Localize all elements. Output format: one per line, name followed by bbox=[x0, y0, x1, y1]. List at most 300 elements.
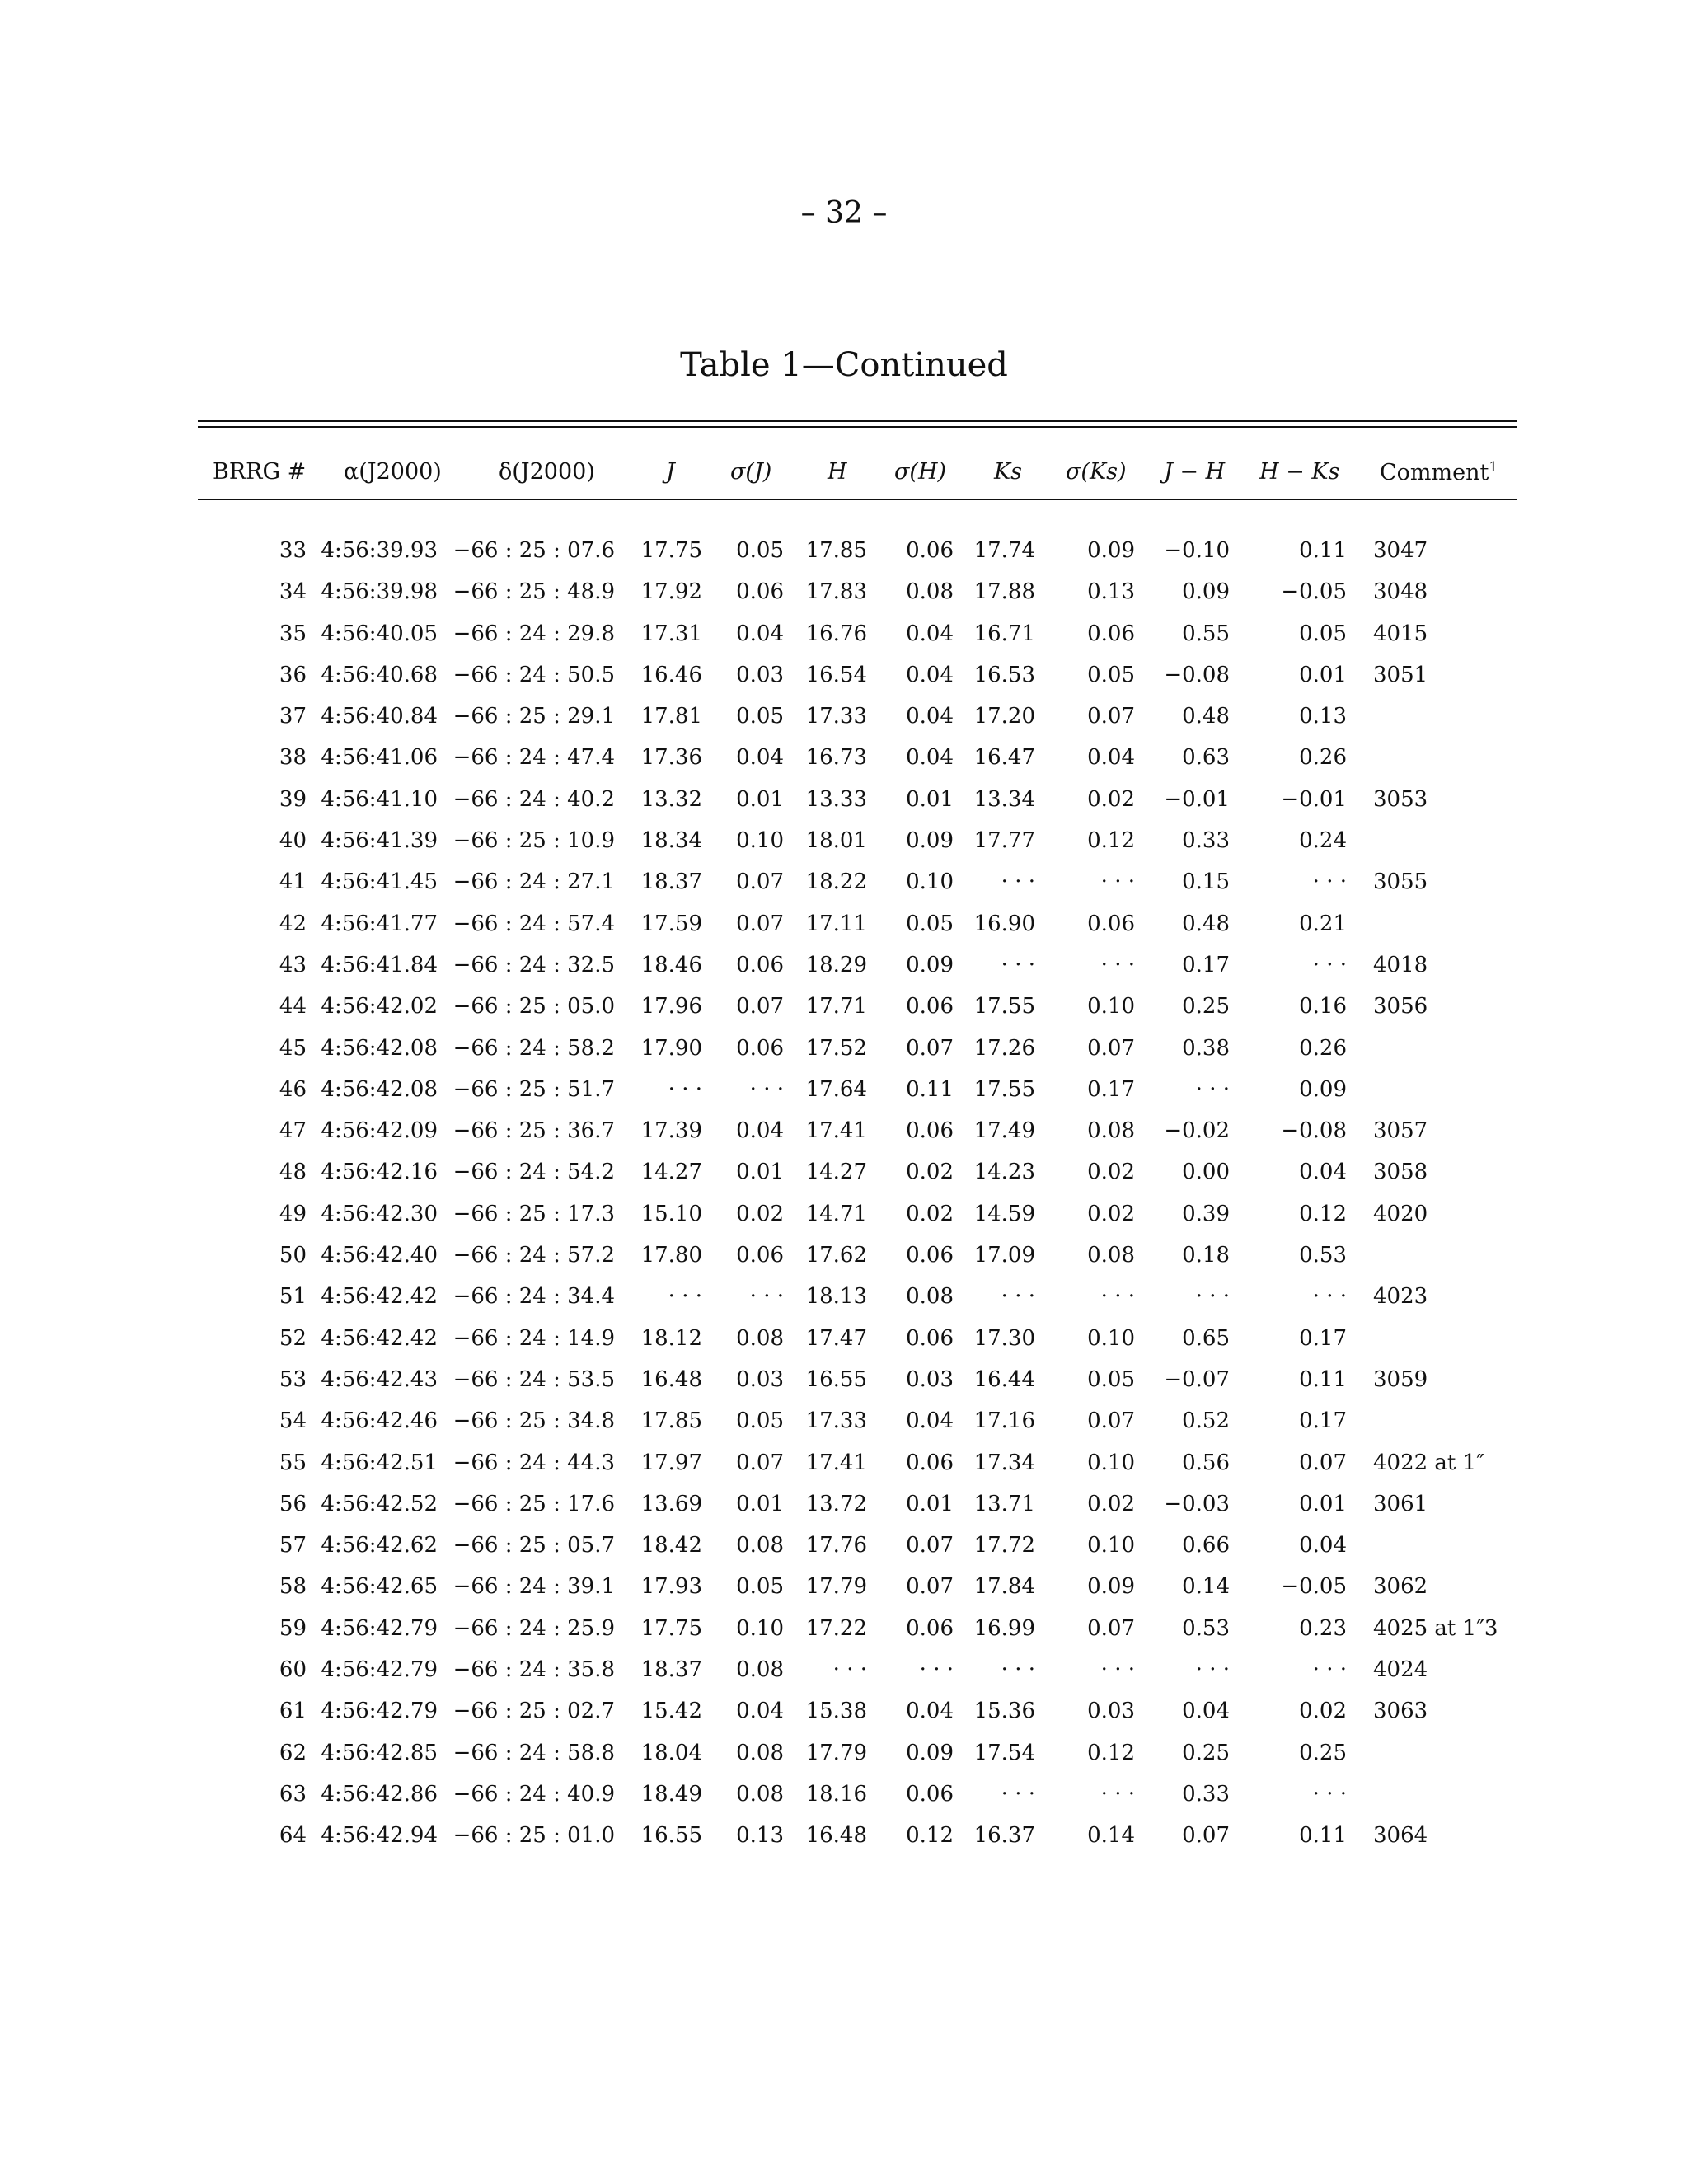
cell-h-minus-ks: 0.23 bbox=[1299, 1615, 1347, 1641]
cell-ks: 16.44 bbox=[973, 1366, 1035, 1392]
cell-h: 17.11 bbox=[805, 911, 867, 936]
cell-j-minus-h: 0.66 bbox=[1182, 1533, 1230, 1558]
cell-h-minus-ks: · · · bbox=[1312, 952, 1347, 977]
cell-sigma-ks: 0.13 bbox=[1087, 579, 1135, 605]
cell-dec: −66 : 25 : 34.8 bbox=[452, 1408, 615, 1434]
cell-h: 16.54 bbox=[805, 662, 867, 687]
table-row bbox=[0, 1688, 1688, 1729]
cell-sigma-j: 0.07 bbox=[736, 994, 784, 1019]
cell-h-minus-ks: 0.09 bbox=[1299, 1076, 1347, 1102]
cell-ks: 17.55 bbox=[973, 1076, 1035, 1102]
cell-brrg: 47 bbox=[279, 1118, 307, 1144]
cell-ra: 4:56:40.68 bbox=[321, 662, 438, 687]
cell-ra: 4:56:41.39 bbox=[321, 828, 438, 854]
cell-j-minus-h: 0.09 bbox=[1182, 579, 1230, 605]
table-row bbox=[0, 693, 1688, 734]
table-row bbox=[0, 1357, 1688, 1398]
cell-h-minus-ks: 0.11 bbox=[1299, 538, 1347, 563]
table-row bbox=[0, 1647, 1688, 1688]
cell-brrg: 50 bbox=[279, 1243, 307, 1268]
cell-brrg: 40 bbox=[279, 828, 307, 854]
cell-j-minus-h: 0.63 bbox=[1182, 745, 1230, 771]
cell-sigma-h: 0.10 bbox=[906, 869, 954, 895]
cell-ks: 17.30 bbox=[973, 1325, 1035, 1351]
cell-dec: −66 : 24 : 29.8 bbox=[452, 621, 615, 646]
cell-sigma-h: 0.06 bbox=[906, 1243, 954, 1268]
cell-ks: 15.36 bbox=[973, 1699, 1035, 1724]
cell-ks: 16.47 bbox=[973, 745, 1035, 771]
cell-j-minus-h: 0.33 bbox=[1182, 1781, 1230, 1807]
cell-sigma-ks: 0.02 bbox=[1087, 1491, 1135, 1516]
cell-h-minus-ks: 0.53 bbox=[1299, 1243, 1347, 1268]
cell-sigma-ks: 0.14 bbox=[1087, 1823, 1135, 1849]
cell-j-minus-h: −0.03 bbox=[1164, 1491, 1230, 1516]
cell-j: 16.55 bbox=[640, 1823, 702, 1849]
cell-j: 14.27 bbox=[640, 1160, 702, 1185]
cell-j-minus-h: 0.17 bbox=[1182, 952, 1230, 977]
cell-brrg: 41 bbox=[279, 869, 307, 895]
cell-h-minus-ks: 0.25 bbox=[1299, 1740, 1347, 1765]
cell-sigma-j: 0.06 bbox=[736, 952, 784, 977]
cell-sigma-ks: 0.08 bbox=[1087, 1118, 1135, 1144]
cell-sigma-j: 0.03 bbox=[736, 662, 784, 687]
table-row bbox=[0, 776, 1688, 818]
cell-j-minus-h: 0.38 bbox=[1182, 1035, 1230, 1061]
cell-sigma-h: 0.04 bbox=[906, 621, 954, 646]
cell-sigma-h: 0.05 bbox=[906, 911, 954, 936]
cell-ks: 17.84 bbox=[973, 1574, 1035, 1600]
cell-sigma-h: 0.02 bbox=[906, 1201, 954, 1226]
cell-dec: −66 : 25 : 02.7 bbox=[452, 1699, 615, 1724]
cell-h: 17.85 bbox=[805, 538, 867, 563]
cell-j: 17.85 bbox=[640, 1408, 702, 1434]
cell-h-minus-ks: · · · bbox=[1312, 1781, 1347, 1807]
cell-sigma-ks: 0.09 bbox=[1087, 538, 1135, 563]
cell-j: 17.90 bbox=[640, 1035, 702, 1061]
table-row bbox=[0, 901, 1688, 942]
cell-sigma-ks: · · · bbox=[1100, 952, 1135, 977]
table-row bbox=[0, 1605, 1688, 1647]
cell-comment: 3048 bbox=[1373, 579, 1428, 605]
cell-h: 14.71 bbox=[805, 1201, 867, 1226]
cell-dec: −66 : 24 : 14.9 bbox=[452, 1325, 615, 1351]
cell-sigma-h: 0.09 bbox=[906, 952, 954, 977]
cell-j: 18.46 bbox=[640, 952, 702, 977]
cell-brrg: 52 bbox=[279, 1325, 307, 1351]
cell-sigma-ks: 0.10 bbox=[1087, 1325, 1135, 1351]
table-row bbox=[0, 1563, 1688, 1605]
cell-h-minus-ks: −0.01 bbox=[1281, 786, 1347, 812]
cell-dec: −66 : 25 : 29.1 bbox=[452, 704, 615, 729]
cell-sigma-ks: 0.07 bbox=[1087, 1615, 1135, 1641]
table-body bbox=[0, 527, 1688, 1854]
cell-sigma-j: 0.01 bbox=[736, 786, 784, 812]
cell-h: 17.71 bbox=[805, 994, 867, 1019]
cell-comment: 3055 bbox=[1373, 869, 1428, 895]
cell-ks: 17.74 bbox=[973, 538, 1035, 563]
cell-h: 17.52 bbox=[805, 1035, 867, 1061]
cell-brrg: 33 bbox=[279, 538, 307, 563]
header-brrg: BRRG # bbox=[213, 459, 307, 485]
cell-dec: −66 : 25 : 05.7 bbox=[452, 1533, 615, 1558]
cell-ks: 17.34 bbox=[973, 1450, 1035, 1475]
cell-ra: 4:56:41.77 bbox=[321, 911, 438, 936]
cell-ks: 17.49 bbox=[973, 1118, 1035, 1144]
cell-dec: −66 : 24 : 40.2 bbox=[452, 786, 615, 812]
cell-ra: 4:56:42.09 bbox=[321, 1118, 438, 1144]
cell-h-minus-ks: 0.26 bbox=[1299, 1035, 1347, 1061]
table-row bbox=[0, 1191, 1688, 1232]
cell-sigma-ks: 0.02 bbox=[1087, 786, 1135, 812]
cell-sigma-ks: 0.03 bbox=[1087, 1699, 1135, 1724]
cell-brrg: 53 bbox=[279, 1366, 307, 1392]
cell-sigma-ks: 0.12 bbox=[1087, 828, 1135, 854]
cell-h: 16.55 bbox=[805, 1366, 867, 1392]
table-row bbox=[0, 942, 1688, 983]
cell-ra: 4:56:42.86 bbox=[321, 1781, 438, 1807]
cell-sigma-j: 0.02 bbox=[736, 1201, 784, 1226]
cell-sigma-j: 0.08 bbox=[736, 1533, 784, 1558]
cell-sigma-j: 0.06 bbox=[736, 1243, 784, 1268]
cell-ra: 4:56:42.65 bbox=[321, 1574, 438, 1600]
cell-h: 17.79 bbox=[805, 1740, 867, 1765]
cell-ra: 4:56:42.08 bbox=[321, 1035, 438, 1061]
cell-comment: 4025 at 1″3 bbox=[1373, 1615, 1498, 1641]
cell-ks: 17.54 bbox=[973, 1740, 1035, 1765]
cell-ra: 4:56:42.79 bbox=[321, 1657, 438, 1683]
table-row bbox=[0, 1315, 1688, 1357]
cell-comment: 3059 bbox=[1373, 1366, 1428, 1392]
cell-dec: −66 : 25 : 17.6 bbox=[452, 1491, 615, 1516]
cell-ks: 17.16 bbox=[973, 1408, 1035, 1434]
table-row bbox=[0, 527, 1688, 569]
cell-h-minus-ks: · · · bbox=[1312, 869, 1347, 895]
header-ra: α(J2000) bbox=[344, 459, 442, 485]
cell-sigma-h: 0.11 bbox=[906, 1076, 954, 1102]
cell-sigma-h: 0.04 bbox=[906, 662, 954, 687]
cell-brrg: 58 bbox=[279, 1574, 307, 1600]
cell-h-minus-ks: 0.04 bbox=[1299, 1533, 1347, 1558]
cell-j: 15.10 bbox=[640, 1201, 702, 1226]
cell-comment: 3047 bbox=[1373, 538, 1428, 563]
cell-ra: 4:56:39.98 bbox=[321, 579, 438, 605]
cell-ra: 4:56:42.30 bbox=[321, 1201, 438, 1226]
header-sigma-ks: σ(Ks) bbox=[1066, 459, 1127, 485]
cell-sigma-h: 0.06 bbox=[906, 1615, 954, 1641]
cell-h: 17.33 bbox=[805, 1408, 867, 1434]
table-row bbox=[0, 1025, 1688, 1066]
cell-h-minus-ks: 0.02 bbox=[1299, 1699, 1347, 1724]
cell-sigma-h: 0.06 bbox=[906, 994, 954, 1019]
cell-dec: −66 : 24 : 44.3 bbox=[452, 1450, 615, 1475]
table-row bbox=[0, 1440, 1688, 1481]
header-rule bbox=[198, 499, 1517, 500]
cell-comment: 3051 bbox=[1373, 662, 1428, 687]
cell-h: · · · bbox=[832, 1657, 867, 1683]
cell-brrg: 51 bbox=[279, 1284, 307, 1310]
cell-j-minus-h: 0.53 bbox=[1182, 1615, 1230, 1641]
cell-h: 17.47 bbox=[805, 1325, 867, 1351]
cell-ks: 16.99 bbox=[973, 1615, 1035, 1641]
cell-sigma-h: 0.12 bbox=[906, 1823, 954, 1849]
cell-h-minus-ks: 0.11 bbox=[1299, 1823, 1347, 1849]
cell-sigma-h: 0.06 bbox=[906, 538, 954, 563]
header-j: J bbox=[666, 459, 675, 485]
cell-brrg: 36 bbox=[279, 662, 307, 687]
cell-j-minus-h: · · · bbox=[1195, 1657, 1230, 1683]
cell-ks: · · · bbox=[1001, 1781, 1035, 1807]
cell-sigma-j: 0.10 bbox=[736, 828, 784, 854]
cell-brrg: 55 bbox=[279, 1450, 307, 1475]
cell-ra: 4:56:42.94 bbox=[321, 1823, 438, 1849]
cell-h: 14.27 bbox=[805, 1160, 867, 1185]
cell-sigma-h: 0.06 bbox=[906, 1118, 954, 1144]
cell-dec: −66 : 24 : 40.9 bbox=[452, 1781, 615, 1807]
cell-ra: 4:56:42.85 bbox=[321, 1740, 438, 1765]
cell-ks: 16.90 bbox=[973, 911, 1035, 936]
cell-j: 17.93 bbox=[640, 1574, 702, 1600]
cell-h-minus-ks: −0.05 bbox=[1281, 1574, 1347, 1600]
cell-sigma-ks: 0.10 bbox=[1087, 1533, 1135, 1558]
cell-sigma-j: 0.07 bbox=[736, 869, 784, 895]
cell-j-minus-h: 0.00 bbox=[1182, 1160, 1230, 1185]
cell-sigma-j: 0.04 bbox=[736, 1699, 784, 1724]
cell-h: 17.41 bbox=[805, 1450, 867, 1475]
cell-sigma-ks: 0.05 bbox=[1087, 1366, 1135, 1392]
table-row bbox=[0, 1522, 1688, 1563]
cell-sigma-ks: 0.10 bbox=[1087, 994, 1135, 1019]
cell-ks: 17.26 bbox=[973, 1035, 1035, 1061]
cell-ra: 4:56:40.05 bbox=[321, 621, 438, 646]
cell-ks: · · · bbox=[1001, 869, 1035, 895]
cell-ra: 4:56:42.08 bbox=[321, 1076, 438, 1102]
cell-ra: 4:56:42.42 bbox=[321, 1284, 438, 1310]
cell-ks: · · · bbox=[1001, 1284, 1035, 1310]
cell-sigma-h: 0.07 bbox=[906, 1035, 954, 1061]
cell-j-minus-h: −0.07 bbox=[1164, 1366, 1230, 1392]
table-row bbox=[0, 569, 1688, 610]
cell-comment: 3064 bbox=[1373, 1823, 1428, 1849]
cell-dec: −66 : 24 : 53.5 bbox=[452, 1366, 615, 1392]
cell-j-minus-h: 0.52 bbox=[1182, 1408, 1230, 1434]
header-j-minus-h: J − H bbox=[1164, 459, 1226, 485]
page-number: – 32 – bbox=[800, 196, 888, 230]
cell-sigma-j: 0.13 bbox=[736, 1823, 784, 1849]
cell-sigma-j: 0.03 bbox=[736, 1366, 784, 1392]
cell-ks: · · · bbox=[1001, 1657, 1035, 1683]
cell-dec: −66 : 25 : 05.0 bbox=[452, 994, 615, 1019]
cell-sigma-ks: · · · bbox=[1100, 1284, 1135, 1310]
cell-dec: −66 : 25 : 36.7 bbox=[452, 1118, 615, 1144]
cell-j-minus-h: 0.07 bbox=[1182, 1823, 1230, 1849]
cell-j: 16.46 bbox=[640, 662, 702, 687]
cell-ra: 4:56:42.79 bbox=[321, 1699, 438, 1724]
cell-h-minus-ks: −0.08 bbox=[1281, 1118, 1347, 1144]
cell-h: 16.76 bbox=[805, 621, 867, 646]
cell-j-minus-h: 0.33 bbox=[1182, 828, 1230, 854]
cell-sigma-ks: 0.07 bbox=[1087, 704, 1135, 729]
cell-h-minus-ks: 0.21 bbox=[1299, 911, 1347, 936]
cell-h-minus-ks: 0.04 bbox=[1299, 1160, 1347, 1185]
cell-j: 18.49 bbox=[640, 1781, 702, 1807]
cell-sigma-h: 0.09 bbox=[906, 1740, 954, 1765]
cell-sigma-j: 0.05 bbox=[736, 1408, 784, 1434]
cell-dec: −66 : 24 : 57.4 bbox=[452, 911, 615, 936]
header-comment bbox=[1380, 459, 1498, 485]
cell-sigma-h: 0.03 bbox=[906, 1366, 954, 1392]
cell-sigma-ks: 0.12 bbox=[1087, 1740, 1135, 1765]
table-row bbox=[0, 859, 1688, 900]
cell-h: 17.83 bbox=[805, 579, 867, 605]
cell-brrg: 54 bbox=[279, 1408, 307, 1434]
cell-sigma-j: 0.10 bbox=[736, 1615, 784, 1641]
cell-brrg: 43 bbox=[279, 952, 307, 977]
cell-h: 17.22 bbox=[805, 1615, 867, 1641]
cell-ks: 13.34 bbox=[973, 786, 1035, 812]
cell-ra: 4:56:42.79 bbox=[321, 1615, 438, 1641]
cell-comment: 3056 bbox=[1373, 994, 1428, 1019]
cell-h-minus-ks: 0.05 bbox=[1299, 621, 1347, 646]
cell-sigma-j: 0.04 bbox=[736, 745, 784, 771]
table-row bbox=[0, 652, 1688, 693]
cell-h-minus-ks: −0.05 bbox=[1281, 579, 1347, 605]
top-rule bbox=[198, 420, 1517, 422]
cell-j: 17.75 bbox=[640, 1615, 702, 1641]
cell-sigma-ks: 0.02 bbox=[1087, 1201, 1135, 1226]
cell-brrg: 49 bbox=[279, 1201, 307, 1226]
table-row bbox=[0, 983, 1688, 1024]
cell-dec: −66 : 24 : 54.2 bbox=[452, 1160, 615, 1185]
cell-h: 18.22 bbox=[805, 869, 867, 895]
cell-ks: 13.71 bbox=[973, 1491, 1035, 1516]
cell-ks: 14.59 bbox=[973, 1201, 1035, 1226]
cell-h-minus-ks: 0.16 bbox=[1299, 994, 1347, 1019]
cell-dec: −66 : 24 : 50.5 bbox=[452, 662, 615, 687]
cell-ra: 4:56:42.52 bbox=[321, 1491, 438, 1516]
cell-dec: −66 : 24 : 57.2 bbox=[452, 1243, 615, 1268]
cell-j-minus-h: −0.01 bbox=[1164, 786, 1230, 812]
header-comment-footnote: 1 bbox=[1489, 459, 1498, 476]
cell-sigma-h: 0.06 bbox=[906, 1450, 954, 1475]
cell-sigma-ks: 0.06 bbox=[1087, 911, 1135, 936]
cell-sigma-h: 0.01 bbox=[906, 1491, 954, 1516]
cell-sigma-j: 0.08 bbox=[736, 1740, 784, 1765]
cell-brrg: 63 bbox=[279, 1781, 307, 1807]
cell-sigma-h: 0.06 bbox=[906, 1781, 954, 1807]
cell-j-minus-h: 0.25 bbox=[1182, 1740, 1230, 1765]
cell-ra: 4:56:42.16 bbox=[321, 1160, 438, 1185]
cell-ks: 16.37 bbox=[973, 1823, 1035, 1849]
cell-j-minus-h: −0.10 bbox=[1164, 538, 1230, 563]
cell-j: 17.31 bbox=[640, 621, 702, 646]
cell-comment: 3053 bbox=[1373, 786, 1428, 812]
cell-sigma-j: 0.07 bbox=[736, 911, 784, 936]
cell-j-minus-h: 0.25 bbox=[1182, 994, 1230, 1019]
cell-brrg: 37 bbox=[279, 704, 307, 729]
header-h-minus-ks: H − Ks bbox=[1259, 459, 1340, 485]
cell-sigma-ks: · · · bbox=[1100, 1657, 1135, 1683]
cell-sigma-ks: 0.04 bbox=[1087, 745, 1135, 771]
cell-comment: 4015 bbox=[1373, 621, 1428, 646]
header-dec: δ(J2000) bbox=[499, 459, 595, 485]
cell-j: 17.92 bbox=[640, 579, 702, 605]
cell-brrg: 64 bbox=[279, 1823, 307, 1849]
cell-j: · · · bbox=[668, 1284, 702, 1310]
table-row bbox=[0, 1398, 1688, 1439]
cell-h-minus-ks: 0.11 bbox=[1299, 1366, 1347, 1392]
cell-h: 17.79 bbox=[805, 1574, 867, 1600]
cell-sigma-h: 0.08 bbox=[906, 579, 954, 605]
cell-ks: 17.77 bbox=[973, 828, 1035, 854]
cell-sigma-j: 0.08 bbox=[736, 1657, 784, 1683]
cell-dec: −66 : 25 : 10.9 bbox=[452, 828, 615, 854]
cell-dec: −66 : 25 : 07.6 bbox=[452, 538, 615, 563]
cell-j: 17.81 bbox=[640, 704, 702, 729]
cell-dec: −66 : 24 : 58.2 bbox=[452, 1035, 615, 1061]
cell-j-minus-h: 0.15 bbox=[1182, 869, 1230, 895]
cell-j-minus-h: · · · bbox=[1195, 1284, 1230, 1310]
cell-sigma-h: 0.04 bbox=[906, 1699, 954, 1724]
cell-j: 17.97 bbox=[640, 1450, 702, 1475]
cell-sigma-j: 0.06 bbox=[736, 1035, 784, 1061]
cell-dec: −66 : 25 : 01.0 bbox=[452, 1823, 615, 1849]
cell-h-minus-ks: 0.24 bbox=[1299, 828, 1347, 854]
cell-sigma-j: 0.08 bbox=[736, 1325, 784, 1351]
cell-sigma-j: 0.01 bbox=[736, 1491, 784, 1516]
cell-dec: −66 : 25 : 51.7 bbox=[452, 1076, 615, 1102]
cell-comment: 4023 bbox=[1373, 1284, 1428, 1310]
cell-h-minus-ks: 0.01 bbox=[1299, 1491, 1347, 1516]
cell-brrg: 35 bbox=[279, 621, 307, 646]
cell-sigma-ks: 0.05 bbox=[1087, 662, 1135, 687]
cell-sigma-h: 0.01 bbox=[906, 786, 954, 812]
table-row bbox=[0, 818, 1688, 859]
cell-h-minus-ks: · · · bbox=[1312, 1284, 1347, 1310]
cell-dec: −66 : 24 : 27.1 bbox=[452, 869, 615, 895]
cell-sigma-j: 0.07 bbox=[736, 1450, 784, 1475]
cell-sigma-j: 0.04 bbox=[736, 621, 784, 646]
cell-j: 18.42 bbox=[640, 1533, 702, 1558]
cell-brrg: 61 bbox=[279, 1699, 307, 1724]
cell-brrg: 56 bbox=[279, 1491, 307, 1516]
cell-h: 17.41 bbox=[805, 1118, 867, 1144]
cell-j: 17.80 bbox=[640, 1243, 702, 1268]
cell-brrg: 42 bbox=[279, 911, 307, 936]
cell-j: 13.69 bbox=[640, 1491, 702, 1516]
cell-j-minus-h: 0.48 bbox=[1182, 704, 1230, 729]
cell-h: 18.01 bbox=[805, 828, 867, 854]
cell-sigma-ks: 0.07 bbox=[1087, 1035, 1135, 1061]
cell-sigma-h: 0.06 bbox=[906, 1325, 954, 1351]
cell-brrg: 59 bbox=[279, 1615, 307, 1641]
header-sigma-h: σ(H) bbox=[894, 459, 947, 485]
cell-ks: 17.09 bbox=[973, 1243, 1035, 1268]
cell-sigma-h: 0.09 bbox=[906, 828, 954, 854]
cell-h: 17.33 bbox=[805, 704, 867, 729]
cell-j: 17.59 bbox=[640, 911, 702, 936]
cell-dec: −66 : 24 : 25.9 bbox=[452, 1615, 615, 1641]
cell-ra: 4:56:41.10 bbox=[321, 786, 438, 812]
cell-j: 17.96 bbox=[640, 994, 702, 1019]
cell-h-minus-ks: 0.13 bbox=[1299, 704, 1347, 729]
table-row bbox=[0, 734, 1688, 776]
cell-h: 18.16 bbox=[805, 1781, 867, 1807]
cell-sigma-h: · · · bbox=[919, 1657, 954, 1683]
cell-sigma-h: 0.04 bbox=[906, 1408, 954, 1434]
cell-ra: 4:56:42.02 bbox=[321, 994, 438, 1019]
cell-sigma-j: 0.06 bbox=[736, 579, 784, 605]
table-row bbox=[0, 611, 1688, 652]
